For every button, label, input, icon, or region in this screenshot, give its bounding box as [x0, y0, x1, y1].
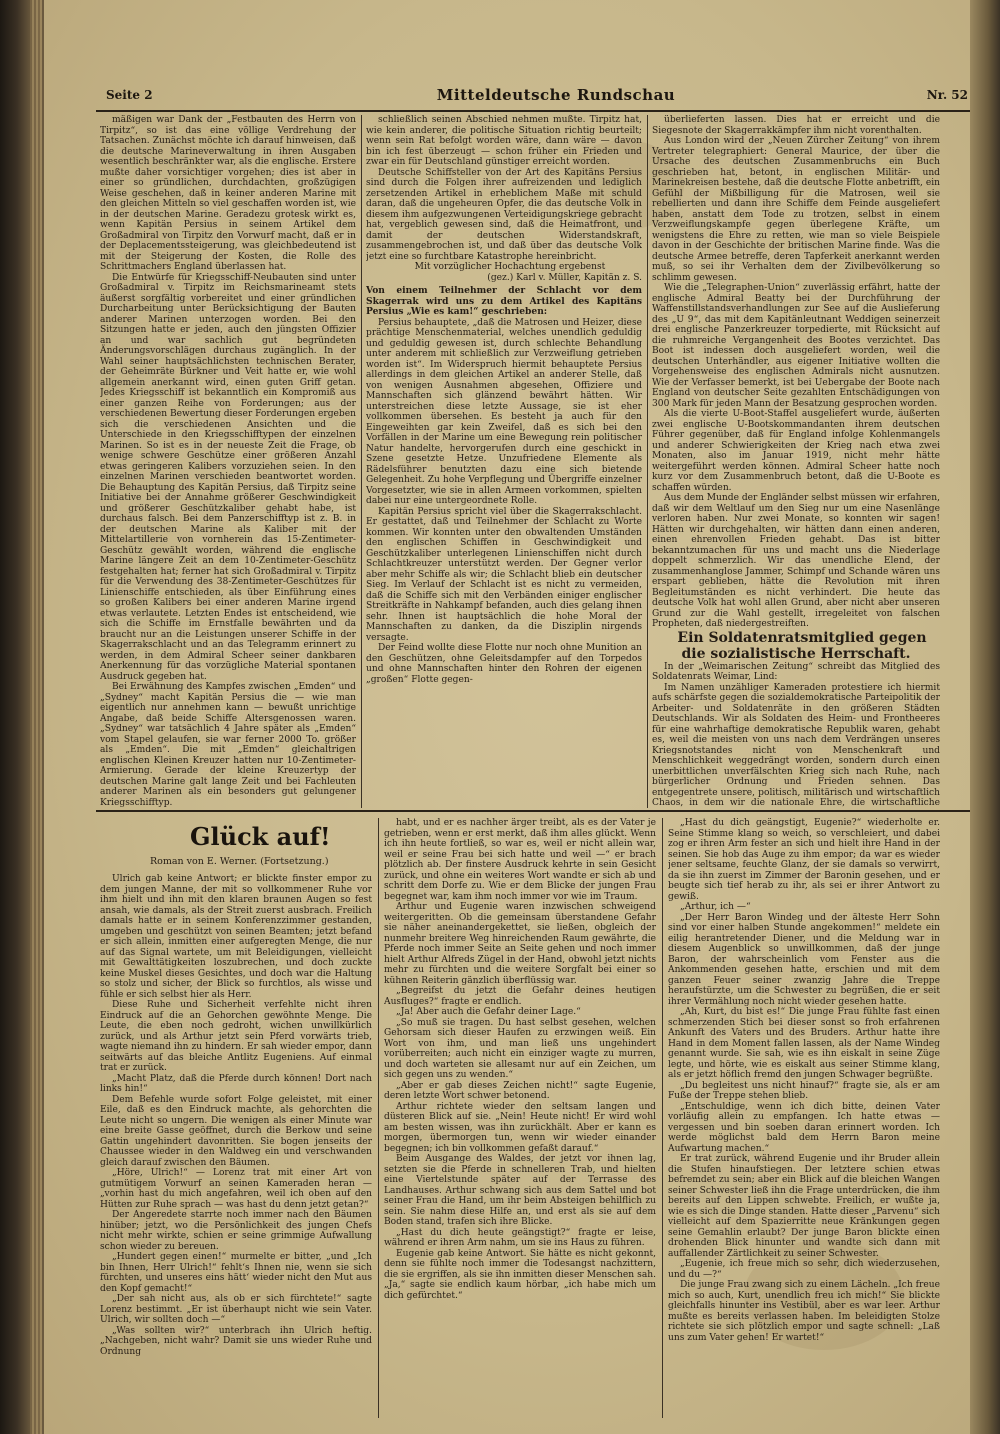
novel-paragraph: Beim Ausgange des Waldes, der jetzt vor ihnen lag, setzten sie die Pferde in schnelleren Trab, und hielten eine Viertelstunde später auf der Terrasse des Landhauses. Arthur schwang sich aus dem Sattel und bot seiner Frau die Hand, um ihr beim Absteigen behilflich zu sein. Sie nahm diese Hilfe an, und erst als sie auf dem Boden stand, trafen sich ihre Blicke. [384, 1154, 656, 1227]
novel-paragraph: habt, und er es nachher ärger treibt, als es der Vater je getrieben, wenn er erst merkt, daß ihm alles glückt. Wenn ich ihn heute fortließ, so war es, weil er nicht allein war, weil er seine Frau bei sich hatte und weil —“ er brach plötzlich ab. Der finstere Ausdruck kehrte in sein Gesicht zurück, und ohne ein weiteres Wort wandte er sich ab und schritt dem Dorfe zu. Wie er dem Blicke der jungen Frau begegnet war, kam ihm noch immer vor wie im Traum. [384, 818, 656, 902]
novel-paragraph: Der Angeredete starrte noch immer nach den Bäumen hinüber; jetzt, wo die Persönlichkeit des jungen Chefs nicht mehr wirkte, schien er seine grimmige Aufwallung schon wieder zu bereuen. [100, 1210, 372, 1252]
article-column-middle [366, 115, 642, 808]
article-paragraph: Im Namen unzähliger Kameraden protestiere ich hiermit aufs schärfste gegen die sozialdemokratische Parteipolitik der Arbeiter- und Soldatenräte in den größeren Städten Deutschlands. Wir als Soldaten des Heim- und Frontheeres für eine wahrhaftige demokratische Republik waren, gehabt es, weil die meisten von uns nach dem Verdrängen unseres Kriegsnotstandes nicht von Menschenkraft und Menschlichkeit weggedrängt worden, sondern durch einen unerbittlichen unverfälschten Krieg sich nach Ruhe, nach bürgerlicher Ordnung und Frieden sehnen. Das entgegentrete unsere, politisch, militärisch und wirtschaftlich Chaos, in dem wir die nationale Ehre, die wirtschaftliche [652, 682, 940, 808]
column-divider [361, 115, 362, 808]
article-paragraph: Aus London wird der „Neuen Zürcher Zeitung“ von ihrem Vertreter telegraphiert: General Maurice, der über die Ursache des deutschen Zusammenbruchs ein Buch geschrieben hat, betont, in englischen Militär- und Marinekreisen bestehe, daß die deutsche Flotte anbetrifft, ein Gefühl der Mißbilligung für die Matrosen, weil sie rebellierten und dann ihre Schiffe dem Feinde ausgeliefert haben, anstatt dem Tode zu trotzen, selbst in einem Verzweiflungskampfe gegen überlegene Kräfte, um wenigstens die Ehre zu retten, wie man so viele Beispiele davon in der Geschichte der britischen Marine finde. Was die deutsche Armee betreffe, deren Tapferkeit anerkannt werden muß, so sei ihr Verhalten dem der Zivilbevölkerung so schlimm gewesen. [652, 136, 940, 283]
novel-paragraph: „Höre, Ulrich!“ — Lorenz trat mit einer Art von gutmütigem Vorwurf an seinen Kameraden heran — „vorhin hast du mich angefahren, weil ich oben auf den Hütten zur Ruhe sprach — was hast du denn jetzt getan?“ [100, 1168, 372, 1210]
novel-paragraph: „Der Herr Baron Windeg und der älteste Herr Sohn sind vor einer halben Stunde angekommen!“ meldete ein eilig herantretender Diener, und die Meldung war in diesem Augenblick so unwillkommen, daß der junge Baron, der wahrscheinlich vom Fenster aus die Ankommenden gesehen hatte, erschien und mit dem ganzen Feuer seiner zwanzig Jahre die Treppe heraufstürzte, um die Schwester zu begrüßen, die er seit ihrer Vermählung noch nicht wieder gesehen hatte. [668, 912, 940, 1007]
novel-paragraph: „Macht Platz, daß die Pferde durch können! Dort nach links hin!“ [100, 1073, 372, 1094]
article-paragraph: Aus dem Munde der Engländer selbst müssen wir erfahren, daß wir dem Weltlauf um den Sieg nur um eine Nasenlänge verloren haben. Nur zwei Monate, so konnten wir sagen! Hätten wir durchgehalten, wir hätten dann einen anderen, einen ehrenvollen Frieden gehabt. Das ist bitter bekanntzumachen für uns und macht uns die Niederlage doppelt schmerzlich. Wir das unendliche Elend, der zusammenhanglose Jammer, Schimpf und Schande wären uns erspart geblieben, hätte die Revolution mit ihren Begleitumständen es nicht verhindert. Die heute das deutsche Volk hat wohl allen Grund, aber nicht aber unseren Grund zur die Wahl gestellt, irregeleitet von falschen Propheten, daß niedergestreiften. [652, 493, 940, 629]
article-paragraph: Persius behauptete, „daß die Matrosen und Heizer, diese prächtige Menschenmaterial, welches unendlich geduldig und geduldig gewesen ist, durch schlechte Behandlung unter anderem mit schließlich zur Verzweiflung getrieben worden ist“. Im Widerspruch hiermit behauptete Persius allerdings in dem gleichen Artikel an anderer Stelle, daß von wenigen Ausnahmen abgesehen, Offiziere und Mannschaften sich glänzend bewährt hätten. Wir unterstreichen diese letzte Aussage, sie ist eher vollkommen übersehen. Es besteht ja auch für den Eingeweihten gar kein Zweifel, daß es sich bei den Vorfällen in der Marine um eine Bewegung rein politischer Natur handelte, hervorgerufen durch eine geschickt in Szene gesetzte Hetze. Unzufriedene Elemente als Rädelsführer benutzten dazu eine sich bietende Gelegenheit. Zu hohe Verpflegung und Übergriffe einzelner Vorgesetzter, wie sie in allen Armeen vorkommen, spielten dabei nur eine untergeordnete Rolle. [366, 317, 642, 506]
novel-paragraph: „Eugenie, ich freue mich so sehr, dich wiederzusehen, und du —?“ [668, 1259, 940, 1280]
article-headline: Ein Soldatenratsmitglied gegen die sozialistische Herrschaft. [677, 629, 927, 662]
header-rule [96, 110, 970, 112]
section-rule [96, 810, 970, 812]
novel-column-2 [384, 818, 656, 1418]
novel-paragraph: „Was sollten wir?“ unterbrach ihn Ulrich heftig. „Nachgeben, nicht wahr? Damit sie uns wieder Ruhe und Ordnung [100, 1325, 372, 1357]
novel-paragraph: „Hast du dich geängstigt, Eugenie?“ wiederholte er. Seine Stimme klang so weich, so verschleiert, und dabei zog er ihren Arm fester an sich und hielt ihre Hand in der seinen. Sie hob das Auge zu ihm empor; da war es wieder jener seltsame, feuchte Glanz, der sie damals so verwirrt, da sie ihn zuerst im Zimmer der Baronin gesehen, und er beugte sich tief herab zu ihr, als sei er ihrer Antwort zu gewiß. [668, 818, 940, 902]
column-divider [378, 818, 379, 1418]
article-paragraph: Die Entwürfe für Kriegsschiff-Neubauten sind unter Großadmiral v. Tirpitz im Reichsmarineamt stets äußerst sorgfältig vorbereitet und einer gründlichen Durcharbeitung unter Berücksichtigung der Bauten anderer Marinen unterzogen worden. Bei den Sitzungen hatte er jeden, auch den jüngsten Offizier an und war sachlich gut begründeten Änderungsvorschlägen durchaus zugänglich. In der Wahl seiner hauptsächlichsten technischen Berater, der Geheimräte Bürkner und Veit hatte er, wie wohl allgemein anerkannt wird, einen guten Griff getan. Jedes Kriegsschiff ist bekanntlich ein Kompromiß aus einer ganzen Reihe von Forderungen; aus der verschiedenen Bewertung dieser Forderungen ergeben sich die verschiedenen Ansichten und die Unterschiede in den Kriegsschifftypen der einzelnen Marinen. So ist es in der neueste Zeit die Frage, ob wenige schwere Geschütze einer größeren Anzahl etwas geringeren Kalibers vorzuziehen seien. In den einzelnen Marinen verschieden beantwortet worden. Die Behauptung des Kapitän Persius, daß Tirpitz seine Initiative bei der Annahme größerer Geschwindigkeit und größerer Geschützkaliber gehabt habe, ist durchaus falsch. Bei dem Panzerschifftyp ist z. B. in der deutschen Marine als Kaliber mit der Mittelartillerie von vornherein das 15-Zentimeter-Geschütz gewählt worden, während die englische Marine längere Zeit an dem 10-Zentimeter-Geschütz festgehalten hat; ferner hat sich Großadmiral v. Tirpitz für die Verwendung des 38-Zentimeter-Geschützes für Linienschiffe entschieden, als über Einführung eines so großen Kalibers bei einer anderen Marine irgend etwas verlautete. Letzten Endes ist entscheidend, wie sich die Schiffe im Ernstfalle bewährten und da braucht nur an die Leistungen unserer Schiffe in der Skagerrakschlacht und an das Telegramm erinnert zu werden, in dem Admiral Scheer seiner dankbaren Anerkennung für das vorzügliche Material spontanen Ausdruck gegeben hat. [100, 272, 356, 682]
signature-line: (gez.) Karl v. Müller, Kapitän z. S. [487, 272, 642, 283]
novel-subtitle: Roman von E. Werner. (Fortsetzung.) [150, 856, 329, 867]
novel-paragraph: „Ah, Kurt, du bist es!“ Die junge Frau fühlte fast einen schmerzenden Stich bei dieser sonst so froh erfahrenen Ankunft des Vaters und des Bruders. Arthur hatte ihre Hand in dem Moment fallen lassen, als der Name Windeg genannt wurde. Sie sah, wie es ihn eiskalt in seine Züge legte, und hörte, wie es eiskalt aus seiner Stimme klang, als er jetzt höflich fremd den jungen Schwager begrüßte. [668, 1007, 940, 1080]
column-divider [662, 818, 663, 1418]
article-paragraph: Wie die „Telegraphen-Union“ zuverlässig erfährt, hatte der englische Admiral Beatty bei der Durchführung der Waffenstillstandsverhandlungen zur See auf die Auslieferung des „U 9“, das mit dem Kapitänleutnant Weddigen seinerzeit drei englische Panzerkreuzer torpedierte, mit Rücksicht auf die ruhmreiche Vergangenheit des Bootes verzichtet. Das Boot ist indessen doch ausgeliefert worden, weil die deutschen Unterhändler, aus eigener Initiative wollten die Vorgehensweise des englischen Admirals nicht ausnutzen. Wie der Verfasser bemerkt, ist bei Uebergabe der Boote nach England von deutscher Seite gezahlten Entschädigungen von 300 Mark für jeden Mann der Besatzung gesprochen worden. [652, 283, 940, 409]
article-paragraph: schließlich seinen Abschied nehmen mußte. Tirpitz hat, wie kein anderer, die politische Situation richtig beurteilt; wenn sein Rat befolgt worden wäre, dann wäre — davon bin ich fest überzeugt — schon früher ein Frieden und zwar ein für Deutschland günstiger erreicht worden. [366, 115, 642, 167]
novel-paragraph: „Entschuldige, wenn ich dich bitte, deinen Vater vorläufig allein zu empfangen. Ich hatte etwas — vergessen und bin soeben daran erinnert worden. Ich werde möglichst bald dem Herrn Baron meine Aufwartung machen.“ [668, 1101, 940, 1154]
article-column-left [100, 115, 356, 808]
novel-paragraph: „Aber er gab dieses Zeichen nicht!“ sagte Eugenie, deren letzte Wort schwer betonend. [384, 1080, 656, 1101]
closing-salutation: Mit vorzüglicher Hochachtung ergebenst [414, 262, 606, 272]
novel-paragraph: Dem Befehle wurde sofort Folge geleistet, mit einer Eile, daß es den Eindruck machte, als gehorchten die Leute nicht so ungern. Die wenigen als einer Minute war eine breite Gasse geöffnet, durch die Berkow und seine Gattin ungehindert davonritten. Sie bogen jenseits der Chaussee wieder in den Waldweg ein und verschwanden gleich darauf zwischen den Bäumen. [100, 1094, 372, 1168]
newspaper-title: Mitteldeutsche Rundschau [436, 86, 676, 104]
novel-paragraph: „Hundert gegen einen!“ murmelte er bitter, „und „Ich bin Ihnen, Herr Ulrich!“ fehlt‘s Ihnen nie, wenn sie sich fürchten, und unseres eins hätt‘ wieder nicht den Mut aus den Kopf gemacht!“ [100, 1252, 372, 1294]
article-paragraph: überlieferten lassen. Dies hat er erreicht und die Siegesnote der Skagerrakkämpfer ihm nicht vorenthalten. [652, 115, 940, 136]
page-stack-edge [30, 0, 44, 1434]
novel-column-3 [668, 818, 940, 1418]
novel-paragraph: Ulrich gab keine Antwort; er blickte finster empor zu dem jungen Manne, der mit so vollkommener Ruhe vor ihm hielt und ihn mit den klaren braunen Augen so fest ansah, wie damals, als der Streit zuerst ausbrach. Freilich damals hatte er in seinem Konferenzzimmer gestanden, umgeben und geschützt von seinen Beamten; jetzt befand er sich allein, inmitten einer aufgeregten Menge, die nur auf das Signal wartete, um mit Beleidigungen, vielleicht mit Gewalttätigkeiten loszubrechen, und doch zuckte keine Muskel dieses Gesichtes, und doch war die Haltung so stolz und sicher, der Blick so furchtlos, als wisse und fühle er sich selbst hier als Herr. [100, 874, 372, 1000]
page-header [96, 86, 970, 110]
page-shadow-edge [970, 0, 1000, 1434]
novel-paragraph: „Der sah nicht aus, als ob er sich fürchtete!“ sagte Lorenz bestimmt. „Er ist überhaupt nicht wie sein Vater. Ulrich, wir sollten doch —“ [100, 1294, 372, 1325]
article-paragraph: Deutsche Schiffsteller von der Art des Kapitäns Persius sind durch die Folgen ihrer aufreizenden und lediglich zersetzenden Artikel in erheblichem Maße mit schuld daran, daß die ungeheuren Opfer, die das deutsche Volk in diesem ihm aufgezwungenen Verteidigungskriege gebracht hat, vergeblich gewesen sind, daß die Heimatfront, und damit der deutschen Widerstandskraft, zusammengebrochen ist, und daß über das deutsche Volk jetzt eine so furchtbare Katastrophe hereinbricht. [366, 167, 642, 262]
article-intro: Von einem Teilnehmer der Schlacht vor dem Skagerrak wird uns zu dem Artikel des Kapitäns Persius „Wie es kam!“ geschrieben: [366, 285, 642, 317]
article-paragraph: In der „Weimarischen Zeitung“ schreibt das Mitglied des Soldatenrats Weimar, Lind: [652, 661, 940, 682]
article-paragraph: Als die vierte U-Boot-Staffel ausgeliefert wurde, äußerten zwei englische U-Bootskommandanten ihrem deutschen Führer gegenüber, daß für England infolge Kohlenmangels und anderer Schwierigkeiten der Krieg nach etwa zwei Monaten, also im Januar 1919, nicht mehr hätte weitergeführt werden können. Admiral Scheer hatte noch kurz vor dem Zusammenbruch betont, daß die U-Boote es schaffen würden. [652, 409, 940, 493]
novel-paragraph: „Ja! Aber auch die Gefahr deiner Lage.“ [396, 1007, 581, 1017]
novel-paragraph: „Hast du dich heute geängstigt?“ fragte er leise, während er ihren Arm nahm, um sie ins Haus zu führen. [384, 1227, 656, 1248]
novel-paragraph: Er trat zurück, während Eugenie und ihr Bruder allein die Stufen hinaufstiegen. Der letztere schien etwas befremdet zu sein; aber ein Blick auf die bleichen Wangen seiner Schwester ließ ihn die Frage unterdrücken, die ihm bereits auf den Lippen schwebte. Freilich, er wußte ja, wie es sich die Dinge standen. Hatte dieser „Parvenu“ sich vielleicht auf dem Spazierritte neue Kränkungen gegen seine Gemahlin erlaubt? Der junge Baron blickte einen drohenden Blick hinunter und wandte sich dann mit auffallender Zärtlichkeit zu seiner Schwester. [668, 1154, 940, 1259]
page-number: Seite 2 [106, 88, 153, 102]
novel-paragraph: „Arthur, ich —“ [680, 902, 751, 912]
column-divider [647, 115, 648, 808]
novel-paragraph: Diese Ruhe und Sicherheit verfehlte nicht ihren Eindruck auf die an Gehorchen gewöhnte Menge. Die Leute, die eben noch gedroht, wichen unwillkürlich zurück, und als Arthur jetzt sein Pferd vorwärts trieb, wagte niemand ihn zu hindern. Er sah wieder empor, dann seitwärts auf das bleiche Antlitz Eugeniens. Auf einmal trat er zurück. [100, 1000, 372, 1073]
novel-column-1 [100, 874, 372, 1418]
novel-paragraph: „Begreifst du jetzt die Gefahr deines heutigen Ausfluges?“ fragte er endlich. [384, 986, 656, 1007]
article-paragraph: Bei Erwähnung des Kampfes zwischen „Emden“ und „Sydney“ macht Kapitän Persius die — wie man eigentlich nur annehmen kann — bewußt unrichtige Angabe, daß beide Schiffe Altersgenossen waren. „Sydney“ war tatsächlich 4 Jahre später als „Emden“ vom Stapel gelaufen, sie war ferner 2000 To. größer als „Emden“. Die mit „Emden“ gleichaltrigen englischen Kleinen Kreuzer hatten nur 10-Zentimeter-Armierung. Gerade der kleine Kreuzertyp der deutschen Marine galt lange Zeit und bei Fachleuten anderer Marinen als ein besonders gut gelungener Kriegsschifftyp. [100, 682, 356, 808]
novel-paragraph: Arthur richtete wieder den seltsam langen und düsteren Blick auf sie. „Nein! Heute nicht! Er wird wohl am besten wissen, was ihn zurückhält. Aber er kann es morgen, übermorgen tun, wenn wir wieder einander begegnen; ich bin vollkommen gefaßt darauf.“ [384, 1101, 656, 1154]
issue-number: Nr. 52 [926, 88, 968, 102]
novel-paragraph: „Du begleitest uns nicht hinauf?“ fragte sie, als er am Fuße der Treppe stehen blieb. [668, 1080, 940, 1101]
article-paragraph: Der Feind wollte diese Flotte nur noch ohne Munition an den Geschützen, ohne Geleitsdampfer auf den Torpedos und ohne Mannschaften hinter den Rohren der eigenen „großen“ Flotte gegen- [366, 643, 642, 685]
novel-title: Glück auf! [190, 822, 331, 851]
article-paragraph: mäßigen war Dank der „Festbauten des Herrn von Tirpitz“, so ist das eine völlige Verdrehung der Tatsachen. Zunächst möchte ich darauf hinweisen, daß die deutsche Marineverwaltung in ihren Ausgaben wesentlich beschränkter war, als die englische. Erstere mußte daher vorsichtiger vorgehen; dies ist aber in einer so gründlichen, durchdachten, großzügigen Weise geschehen, daß in keiner anderen Marine mit den gleichen Mitteln so viel geschaffen worden ist, wie in der deutschen Marine. Geradezu grotesk wirkt es, wenn Kapitän Persius in seinem Artikel dem Großadmiral von Tirpitz den Vorwurf macht, daß er in der Deplacementssteigerung, was gleichbedeutend ist mit der Steigerung der Kosten, die Rolle des Schrittmachers England überlassen hat. [100, 115, 356, 272]
novel-paragraph: Eugenie gab keine Antwort. Sie hätte es nicht gekonnt, denn sie fühlte noch immer die Todesangst nachzittern, die sie ergriffen, als sie ihn inmitten dieser Menschen sah. „Ja,“ sagte sie endlich kaum hörbar, „ich habe mich um dich gefürchtet.“ [384, 1248, 656, 1301]
article-paragraph: Kapitän Persius spricht viel über die Skagerrakschlacht. Er gestattet, daß und Teilnehmer der Schlacht zu Worte kommen. Wir konnten unter den obwaltenden Umständen den englischen Schiffen in Geschwindigkeit und Geschützkaliber unterlegenen Linienschiffen nicht durch Schlachtkreuzer unterstützt werden. Der Gegner verlor aber mehr Schiffe als wir; die Schlacht blieb ein deutscher Sieg. Im Verlauf der Schlacht ist es nicht zu vermeiden, daß die Schiffe sich mit den Verbänden einiger englischer Streitkräfte in Nahkampf befanden, auch dies gelang ihnen sehr. Ihnen ist hauptsächlich die hohe Moral der Mannschaften zu danken, da die Disziplin nirgends versagte. [366, 506, 642, 643]
novel-paragraph: Arthur und Eugenie waren inzwischen schweigend weitergeritten. Ob die gemeinsam überstandene Gefahr sie näher aneinandergekettet, sie ließen, obgleich der nunmehr breitere Weg hinreichenden Raum gewährte, die Pferde noch immer Seite an Seite gehen und noch immer hielt Arthur Alfreds Zügel in der Hand, obwohl jetzt nichts mehr zu fürchten und die weitere Sorgfalt bei einer so kühnen Reiterin gänzlich überflüssig war. [384, 902, 656, 986]
novel-paragraph: Die junge Frau zwang sich zu einem Lächeln. „Ich freue mich so auch, Kurt, unendlich freu ich mich!“ Sie blickte gleichfalls hinunter ins Vestibül, aber es war leer. Arthur mußte es bereits verlassen haben. Im beleidigten Stolze richtete sie sich plötzlich empor und sagte schnell: „Laß uns zum Vater gehen! Er wartet!“ [668, 1280, 940, 1343]
novel-paragraph: „So muß sie tragen. Du hast selbst gesehen, welchen Gehorsam sich dieser Haufen zu erzwingen weiß. Ein Wort von ihm, und man ließ uns ungehindert vorüberreiten; auch nicht ein einziger wagte zu murren, und doch warteten sie allesamt nur auf ein Zeichen, um sich gegen uns zu wenden.“ [384, 1017, 656, 1080]
article-column-right [652, 115, 940, 808]
